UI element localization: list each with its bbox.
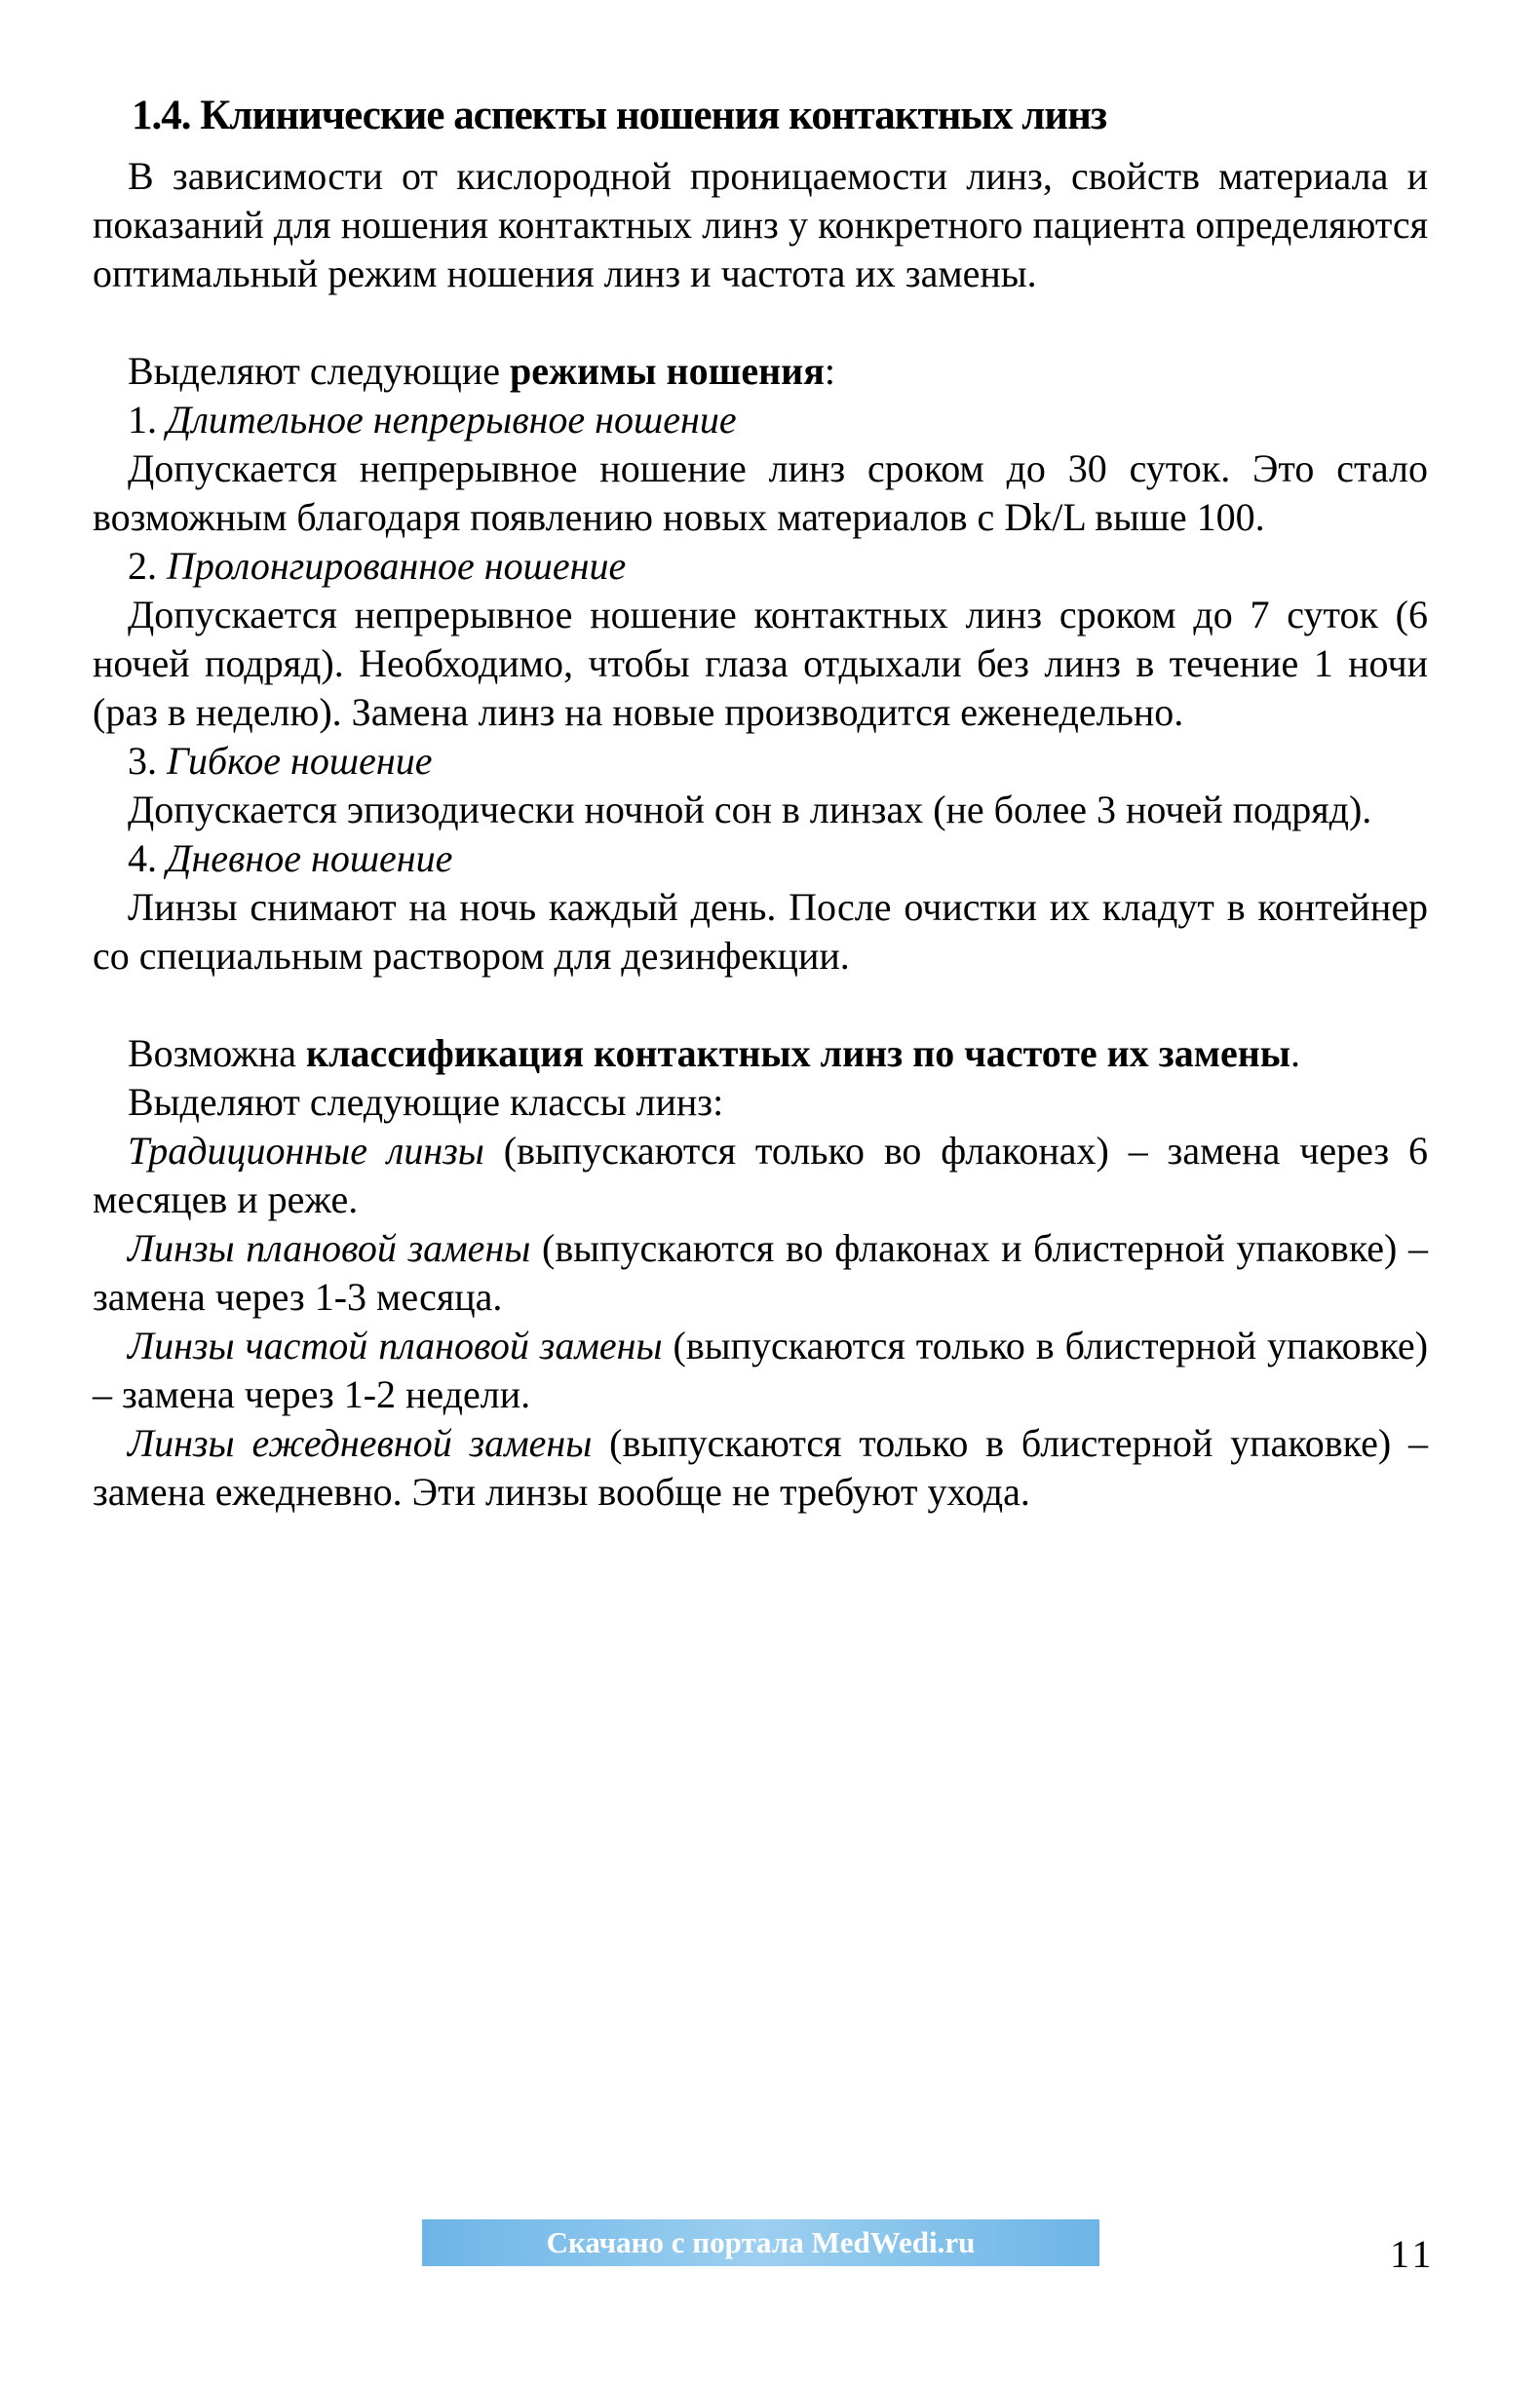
mode-title-4 xyxy=(93,834,1428,883)
classification-sub-lead: Выделяют следующие классы линз: xyxy=(128,1080,724,1124)
lens-class-name: Линзы ежедневной замены xyxy=(128,1421,593,1465)
mode-number: 4. xyxy=(128,836,157,880)
mode-text-3: Допускается эпизодически ночной сон в линзах (не более 3 ночей подряд). xyxy=(128,788,1372,831)
classification-lead xyxy=(93,1029,1428,1078)
intro-paragraph: В зависимости от кислородной проницаемости линз, свойств материала и показаний для ношения контактных линз у конкретного пациента определяются оптимальный режим ношения линз и частота их замены. xyxy=(93,154,1428,295)
lens-class-text: (выпускаются только во флаконах) – замена через 6 месяцев и реже. xyxy=(93,1129,1428,1221)
lens-class-name: Линзы частой плановой замены xyxy=(128,1324,663,1367)
mode-title-1 xyxy=(93,396,1428,444)
mode-number: 2. xyxy=(128,544,157,588)
lens-class-text: (выпускаются только в блистерной упаковке) – замена через 1-2 недели. xyxy=(93,1324,1429,1416)
mode-number: 1. xyxy=(128,398,157,442)
mode-name: Длительное непрерывное ношение xyxy=(167,398,737,442)
mode-name: Гибкое ношение xyxy=(167,739,433,783)
classification-lead-prefix: Возможна xyxy=(128,1031,307,1075)
lens-class-text: (выпускаются только в блистерной упаковке) – замена ежедневно. Эти линзы вообще не требуют ухода. xyxy=(93,1421,1429,1514)
page-content xyxy=(93,90,1428,1517)
spacer xyxy=(93,981,1428,1029)
spacer xyxy=(93,298,1428,347)
mode-text-2: Допускается непрерывное ношение контактных линз сроком до 7 суток (6 ночей подряд). Необходимо, чтобы глаза отдыхали без линз в течение 1 ночи (раз в неделю). Замена линз на новые производится еженедельно. xyxy=(93,593,1428,734)
mode-name: Пролонгированное ношение xyxy=(167,544,627,588)
mode-title-2 xyxy=(93,542,1428,591)
lens-class-1 xyxy=(93,1127,1428,1224)
lens-class-3 xyxy=(93,1322,1428,1419)
modes-lead-bold: режимы ношения xyxy=(510,349,825,393)
mode-text-4: Линзы снимают на ночь каждый день. После очистки их кладут в контейнер со специальным раствором для дезинфекции. xyxy=(93,885,1428,978)
watermark-banner: Скачано с портала MedWedi.ru xyxy=(422,2219,1099,2266)
lens-class-name: Традиционные линзы xyxy=(128,1129,484,1173)
mode-text-1: Допускается непрерывное ношение линз сроком до 30 суток. Это стало возможным благодаря появлению новых материалов с Dk/L выше 100. xyxy=(93,446,1428,539)
section-title: 1.4. Клинические аспекты ношения контактных линз xyxy=(132,93,1107,138)
mode-title-3 xyxy=(93,737,1428,786)
lens-class-4 xyxy=(93,1419,1428,1517)
classification-lead-suffix: . xyxy=(1290,1031,1301,1075)
lens-class-2 xyxy=(93,1224,1428,1322)
lens-class-name: Линзы плановой замены xyxy=(128,1226,531,1270)
modes-lead-suffix: : xyxy=(824,349,835,393)
page-number: 11 xyxy=(1390,2232,1436,2276)
lens-class-text: (выпускаются во флаконах и блистерной упаковке) – замена через 1-3 месяца. xyxy=(93,1226,1428,1319)
modes-lead xyxy=(93,347,1428,396)
modes-lead-prefix: Выделяют следующие xyxy=(128,349,510,393)
mode-name: Дневное ношение xyxy=(167,836,453,880)
classification-lead-bold: классификация контактных линз по частоте их замены xyxy=(306,1031,1291,1075)
mode-number: 3. xyxy=(128,739,157,783)
